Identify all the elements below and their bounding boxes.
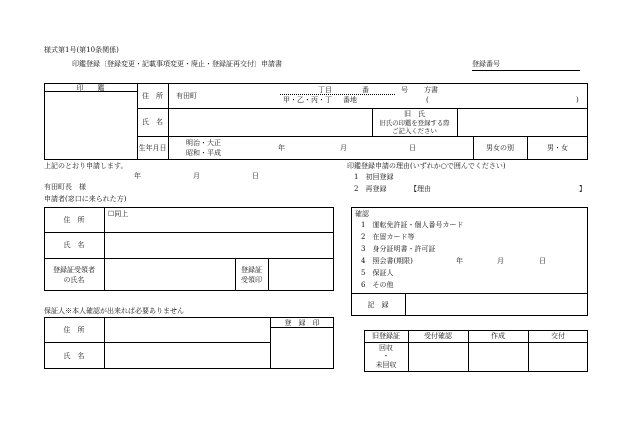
confirm-month-label: 月 — [497, 257, 504, 265]
registration-number-label: 登録番号 — [472, 60, 500, 68]
confirm-item-6[interactable]: 6 その他 — [361, 281, 394, 289]
application-year-label: 年 — [134, 172, 141, 180]
address-chome: 丁目 — [318, 86, 332, 94]
name-label: 氏 名 — [142, 118, 163, 126]
birth-date-label: 生年月日 — [138, 144, 167, 152]
same-as-above-checkbox[interactable]: ☐同上 — [108, 210, 129, 218]
certificate-holder-label-1: 登録証受領者 — [53, 266, 95, 274]
guarantor-address-field[interactable] — [105, 318, 269, 341]
reason-detail-field[interactable] — [440, 183, 575, 194]
seal-stamp-area[interactable] — [45, 92, 136, 159]
birth-day-label: 日 — [409, 144, 416, 152]
address-town: 有田町 — [176, 92, 197, 100]
registration-number-field[interactable] — [472, 70, 580, 71]
birth-month-label: 月 — [340, 144, 347, 152]
old-certificate-collected[interactable]: 回収 — [379, 344, 393, 352]
old-name-note-1: 旧氏の印鑑を登録する際 — [379, 119, 450, 127]
address-field[interactable] — [169, 84, 587, 107]
reason-detail-label: 【理由 — [410, 185, 431, 193]
office-header-old-certificate: 旧登録証 — [372, 332, 400, 340]
address-banchi: 番地 — [343, 96, 357, 104]
record-label: 記 録 — [367, 301, 389, 309]
name-field[interactable] — [169, 109, 371, 135]
certificate-seal-field[interactable] — [269, 259, 333, 290]
form-title: 印鑑登録〔登録変更・記載事項変更・廃止・登録証再交付〕申請書 — [72, 60, 282, 68]
confirm-day-label: 日 — [539, 257, 546, 265]
applicant-address-label: 住 所 — [63, 216, 85, 224]
applicant-name-field[interactable] — [105, 233, 333, 257]
guarantor-name-field[interactable] — [105, 343, 269, 368]
address-kou-otsu: 甲・乙・丙・丁 — [283, 96, 332, 104]
reason-item-initial[interactable]: 1 初回登録 — [354, 173, 394, 181]
confirm-item-4[interactable]: 4 照会書(期限) — [361, 257, 413, 265]
guarantor-name-label: 氏 名 — [63, 352, 85, 360]
guarantor-seal-field[interactable] — [271, 328, 333, 368]
old-certificate-uncollected[interactable]: 未回収 — [375, 361, 397, 369]
confirm-item-5[interactable]: 5 保証人 — [361, 269, 394, 277]
gender-label: 男女の別 — [486, 144, 514, 152]
certificate-seal-label-1: 登録証 — [241, 266, 262, 274]
old-name-label: 旧 氏 — [404, 110, 425, 118]
birth-era-2: 昭和・平成 — [186, 149, 221, 157]
confirm-item-2[interactable]: 2 在留カード等 — [361, 233, 415, 241]
addressee: 有田町長 様 — [44, 183, 86, 191]
birth-year-label: 年 — [278, 144, 285, 152]
reason-detail-close: 】 — [579, 185, 586, 193]
applicant-section-label: 申請者(窓口に来られた方) — [44, 195, 127, 203]
birth-date-field[interactable] — [230, 137, 472, 159]
reception-check-field[interactable] — [409, 343, 467, 371]
issuance-field[interactable] — [529, 343, 587, 371]
address-label: 住 所 — [142, 92, 163, 100]
reason-title: 印鑑登録申請の理由(いずれか○で囲んでください) — [347, 162, 506, 170]
confirmation-title: 確認 — [355, 210, 369, 218]
office-header-issuance: 交付 — [551, 332, 565, 340]
reason-item-reregister[interactable]: 2 再登録 — [354, 185, 387, 193]
confirm-year-label: 年 — [456, 257, 463, 265]
application-day-label: 日 — [252, 172, 259, 180]
certificate-holder-label-2: の氏名 — [63, 276, 85, 284]
application-statement: 上記のとおり申請します。 — [44, 162, 128, 170]
address-go: 号 — [401, 86, 408, 94]
address-katagaki: 方書 — [424, 86, 438, 94]
birth-era-1: 明治・大正 — [186, 139, 221, 147]
old-name-field[interactable] — [458, 109, 587, 135]
applicant-name-label: 氏 名 — [63, 241, 85, 249]
office-header-reception: 受付確認 — [424, 332, 452, 340]
old-certificate-separator: ・ — [382, 352, 390, 360]
old-name-note-2: ご記入ください — [392, 127, 437, 135]
address-paren-close: ) — [576, 96, 579, 104]
guarantor-note: 保証人※本人確認が出来れば必要ありません — [44, 307, 184, 315]
confirm-item-3[interactable]: 3 身分証明書・許可証 — [361, 245, 436, 253]
guarantor-seal-label: 登 録 印 — [284, 319, 320, 327]
address-paren-open: ( — [426, 96, 429, 104]
guarantor-address-label: 住 所 — [63, 326, 85, 334]
certificate-seal-label-2: 受領印 — [241, 276, 262, 284]
seal-box-label: 印 鑑 — [76, 84, 105, 92]
record-field[interactable] — [406, 294, 587, 315]
address-ban: 番 — [362, 86, 369, 94]
application-month-label: 月 — [193, 172, 200, 180]
form-number-label: 様式第1号(第10条関係) — [44, 46, 119, 54]
confirm-item-1[interactable]: 1 運転免許証・個人番号カード — [361, 221, 464, 229]
gender-value[interactable]: 男・女 — [547, 144, 568, 152]
certificate-holder-field[interactable] — [105, 259, 234, 290]
office-header-creation: 作成 — [491, 332, 505, 340]
creation-field[interactable] — [469, 343, 527, 371]
applicant-address-field[interactable] — [105, 219, 333, 231]
